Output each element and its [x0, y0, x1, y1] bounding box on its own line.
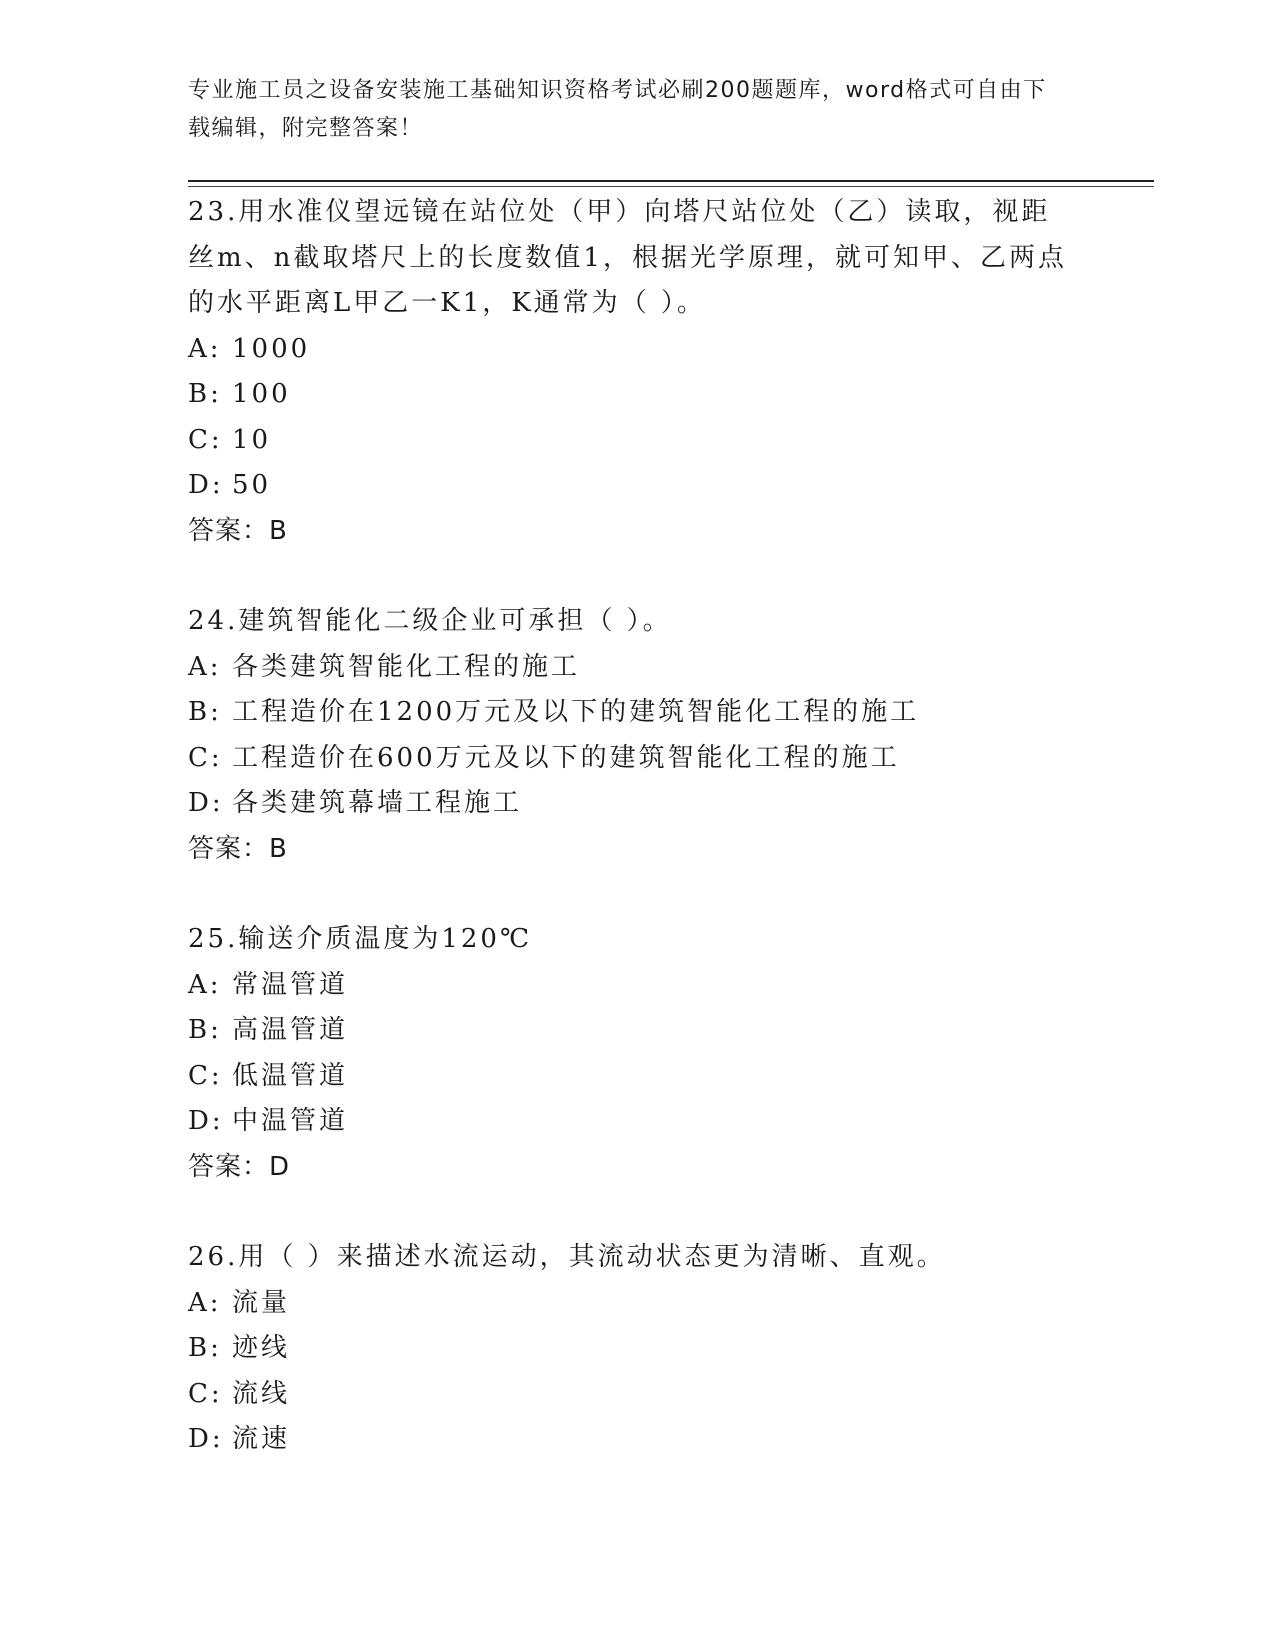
option-d: [188, 1099, 1088, 1145]
header-rule-thick: [188, 180, 1154, 182]
option-letter: A:: [188, 1287, 222, 1318]
answer-line: 答案：D: [188, 1151, 291, 1182]
option-letter: D:: [188, 1424, 224, 1454]
option-text: 流线: [232, 1378, 291, 1409]
question-list: [188, 190, 1088, 1463]
option-text: 10: [232, 424, 272, 455]
option-b: [188, 690, 1088, 736]
header-rule-thin: [188, 186, 1154, 187]
option-text: 工程造价在600万元及以下的建筑智能化工程的施工: [232, 742, 900, 773]
option-c: [188, 418, 1088, 464]
option-letter: C:: [188, 1378, 223, 1409]
option-letter: B:: [188, 1015, 222, 1045]
option-letter: D:: [188, 788, 224, 818]
option-text: 50: [232, 470, 272, 500]
option-d: [188, 781, 1088, 827]
option-text: 常温管道: [232, 969, 349, 1000]
option-text: 高温管道: [232, 1015, 349, 1045]
option-letter: C:: [188, 424, 223, 455]
option-text: 各类建筑智能化工程的施工: [232, 651, 581, 682]
option-text: 工程造价在1200万元及以下的建筑智能化工程的施工: [232, 697, 920, 727]
option-letter: C:: [188, 742, 223, 773]
option-letter: C:: [188, 1060, 223, 1091]
option-text: 流速: [232, 1424, 291, 1454]
option-a: [188, 1281, 1088, 1327]
option-text: 1000: [232, 333, 311, 364]
option-b: [188, 1326, 1088, 1372]
question-23: [188, 190, 1088, 554]
option-text: 低温管道: [232, 1060, 349, 1091]
spacer: [188, 872, 1088, 917]
option-d: [188, 463, 1088, 509]
question-stem: 25.输送介质温度为120℃: [188, 924, 533, 954]
spacer: [188, 1190, 1088, 1235]
option-d: [188, 1417, 1088, 1463]
question-24: [188, 599, 1088, 872]
option-c: [188, 1372, 1088, 1418]
option-letter: A:: [188, 969, 222, 1000]
option-text: 中温管道: [232, 1106, 349, 1136]
option-a: [188, 645, 1088, 691]
option-letter: A:: [188, 651, 222, 682]
question-25: [188, 917, 1088, 1190]
answer-line: 答案：B: [188, 515, 288, 546]
option-text: 100: [232, 379, 291, 409]
option-letter: D:: [188, 470, 224, 500]
option-letter: D:: [188, 1106, 224, 1136]
option-a: [188, 327, 1088, 373]
document-header: 专业施工员之设备安装施工基础知识资格考试必刷200题题库，word格式可自由下载编辑，附完整答案！: [188, 78, 1047, 141]
question-stem: 23.用水准仪望远镜在站位处（甲）向塔尺站位处（乙）读取，视距丝m、n截取塔尺上的长度数值1，根据光学原理，就可知甲、乙两点的水平距离L甲乙一K1，K通常为（ ）。: [188, 197, 1067, 318]
option-text: 各类建筑幕墙工程施工: [232, 788, 523, 818]
spacer: [188, 554, 1088, 599]
question-26: [188, 1235, 1088, 1463]
option-letter: B:: [188, 1333, 222, 1363]
question-stem: 24.建筑智能化二级企业可承担（ ）。: [188, 606, 672, 636]
question-stem: 26.用（ ）来描述水流运动，其流动状态更为清晰、直观。: [188, 1242, 946, 1272]
option-letter: B:: [188, 379, 222, 409]
option-letter: A:: [188, 333, 222, 364]
option-text: 流量: [232, 1287, 291, 1318]
option-b: [188, 372, 1088, 418]
answer-line: 答案：B: [188, 833, 288, 864]
option-c: [188, 1054, 1088, 1100]
option-b: [188, 1008, 1088, 1054]
option-c: [188, 736, 1088, 782]
option-a: [188, 963, 1088, 1009]
option-letter: B:: [188, 697, 222, 727]
option-text: 迹线: [232, 1333, 291, 1363]
